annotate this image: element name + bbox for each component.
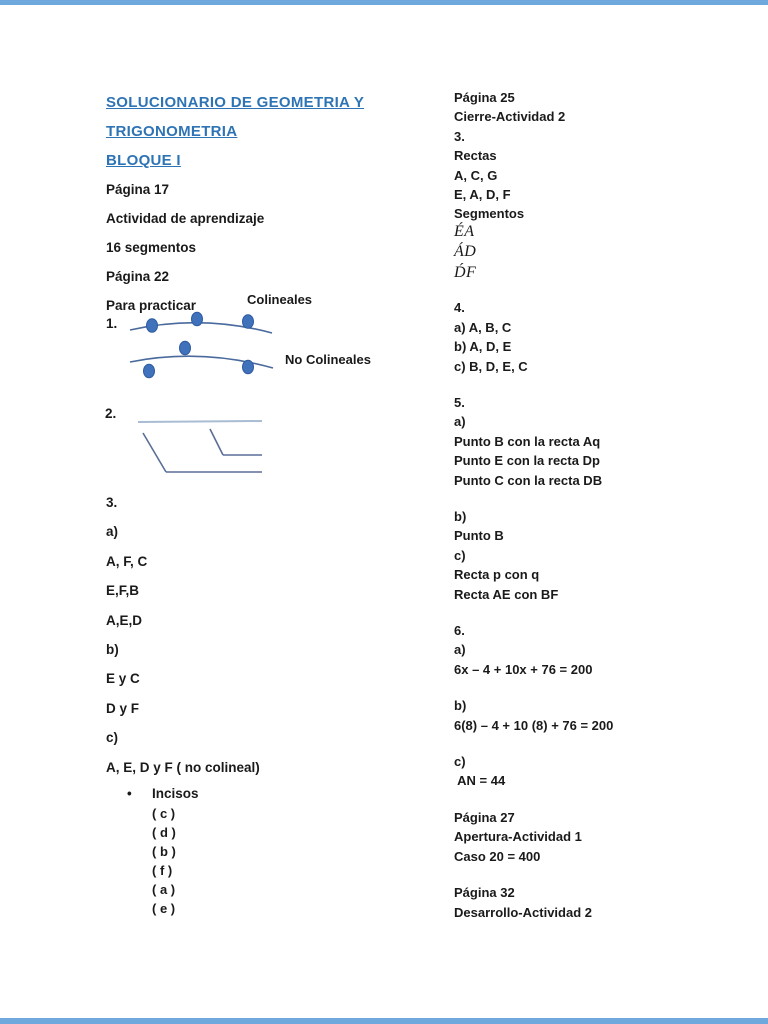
text-line: AN = 44	[454, 773, 506, 789]
list-item: ( a )	[152, 882, 176, 897]
segment-notation: ÁD	[454, 243, 477, 261]
answer-group	[454, 88, 754, 224]
text-line: Página 17	[106, 182, 170, 197]
colinear-points-sketch	[123, 303, 338, 388]
document-title-line1: SOLUCIONARIO DE GEOMETRIA Y	[106, 94, 365, 111]
text-line: Punto B con la recta Aq	[454, 433, 601, 449]
answer-group	[454, 298, 754, 376]
incisos-list	[127, 784, 387, 918]
text-line: 3.	[454, 128, 465, 144]
answer-group	[454, 621, 754, 679]
text-line: 6(8) – 4 + 10 (8) + 76 = 200	[454, 717, 614, 733]
text-line: Actividad de aprendizaje	[106, 211, 265, 226]
text-line: Página 27	[454, 809, 515, 825]
text-line: Apertura-Actividad 1	[454, 829, 582, 845]
text-line: a)	[454, 414, 466, 430]
text-line: 16 segmentos	[106, 240, 197, 255]
colineales-label: Colineales	[247, 292, 313, 307]
text-line: Desarrollo-Actividad 2	[454, 904, 592, 920]
text-line: 6x – 4 + 10x + 76 = 200	[454, 661, 593, 677]
point-dot	[180, 341, 191, 355]
list-item: ( b )	[152, 844, 176, 859]
list-item: ( c )	[152, 806, 176, 821]
answer-group	[454, 507, 754, 604]
block-heading: BLOQUE I	[106, 152, 181, 169]
no-colineales-label: No Colineales	[285, 352, 371, 367]
text-line: a)	[106, 524, 119, 540]
right-column	[454, 88, 754, 939]
text-line: Punto B	[454, 528, 504, 544]
item-1-number: 1.	[106, 316, 118, 331]
text-line: E y C	[106, 671, 140, 687]
text-line: b) A, D, E	[454, 339, 512, 355]
text-line: Punto C con la recta DB	[454, 472, 603, 488]
text-line: b)	[454, 509, 467, 524]
text-line: Para practicar	[106, 298, 197, 313]
segment-notation: D́F	[454, 263, 477, 281]
text-line: b)	[454, 698, 467, 714]
text-line: a)	[454, 642, 466, 658]
text-line: Caso 20 = 400	[454, 848, 541, 864]
answer-group	[454, 696, 754, 735]
text-line: c)	[454, 547, 466, 563]
left-column	[106, 88, 451, 320]
text-line: c)	[454, 754, 466, 770]
text-line: A, F, C	[106, 553, 148, 569]
answer-group	[454, 393, 754, 490]
document-title-line2: TRIGONOMETRIA	[106, 123, 238, 140]
text-line: 6.	[454, 623, 465, 639]
point-dot	[144, 364, 155, 378]
text-line: a) A, B, C	[454, 319, 512, 335]
answer-group	[454, 883, 754, 922]
text-line: c) B, D, E, C	[454, 358, 528, 374]
text-line: Recta p con q	[454, 567, 540, 583]
point-dot	[147, 319, 158, 333]
text-line: b)	[106, 642, 119, 658]
text-line: Segmentos	[454, 206, 525, 222]
segment-notation: ÉA	[454, 222, 475, 240]
text-line: E, A, D, F	[454, 187, 511, 203]
text-line: Punto E con la recta Dp	[454, 453, 600, 469]
text-line: 4.	[454, 300, 465, 316]
text-line: D y F	[106, 700, 140, 716]
list-item: ( e )	[152, 901, 176, 916]
item-2-number: 2.	[105, 406, 117, 421]
text-line: A, C, G	[454, 167, 498, 183]
top-accent-bar	[0, 0, 768, 5]
text-line: c)	[106, 730, 119, 746]
bottom-accent-bar	[0, 1018, 768, 1024]
parallel-lines-sketch	[131, 413, 271, 477]
answers-section-3	[106, 488, 451, 782]
point-dot	[243, 315, 254, 329]
point-dot	[243, 360, 254, 374]
point-dot	[192, 312, 203, 326]
sketch-line-diagonal-left	[143, 433, 166, 472]
answer-group	[454, 752, 754, 791]
text-line: Página 22	[106, 269, 170, 284]
text-line: A, E, D y F ( no colineal)	[106, 759, 260, 775]
text-line: Página 25	[454, 90, 515, 105]
text-line: Recta AE con BF	[454, 586, 559, 602]
text-line: 3.	[106, 495, 118, 510]
text-line: 5.	[454, 394, 465, 410]
text-line: Rectas	[454, 148, 497, 164]
sketch-line-top	[138, 421, 262, 422]
list-item: ( d )	[152, 825, 176, 840]
segment-notation-group	[454, 222, 754, 284]
text-line: A,E,D	[106, 612, 143, 628]
list-item: ( f )	[152, 863, 173, 878]
text-line: Cierre-Actividad 2	[454, 109, 566, 125]
sketch-line-diagonal-mid	[210, 429, 223, 455]
text-line: Página 32	[454, 885, 515, 901]
bullet-icon: •	[127, 786, 132, 801]
text-line: E,F,B	[106, 583, 140, 599]
incisos-label: Incisos	[152, 786, 199, 801]
answer-group	[454, 808, 754, 866]
